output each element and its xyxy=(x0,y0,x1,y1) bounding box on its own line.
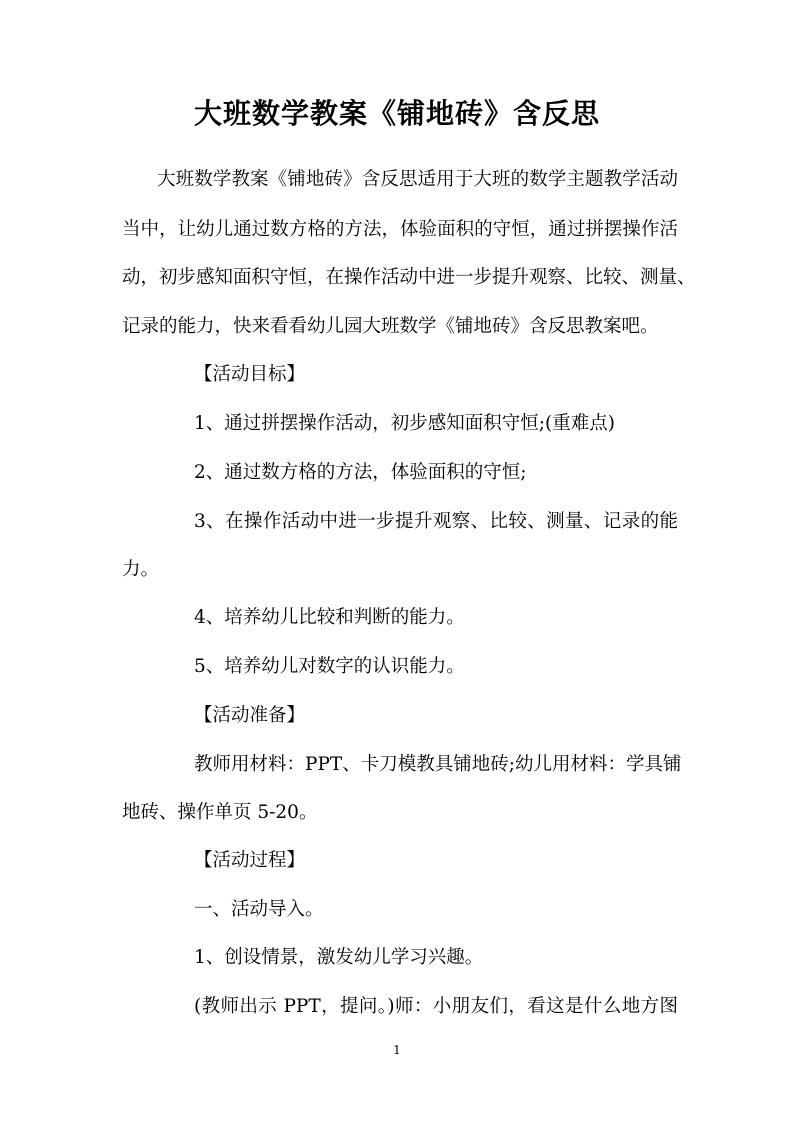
intro-line-4: 记录的能力，快来看看幼儿园大班数学《铺地砖》含反思教案吧。 xyxy=(122,316,659,337)
process-heading: 【活动过程】 xyxy=(194,850,306,871)
page-number: 1 xyxy=(393,1043,401,1057)
intro-line-2: 当中，让幼儿通过数方格的方法，体验面积的守恒，通过拼摆操作活 xyxy=(122,219,678,240)
process-step-1-text: (教师出示 PPT，提问。)师：小朋友们，看这是什么地方图 xyxy=(194,996,678,1017)
preparation-heading: 【活动准备】 xyxy=(194,705,306,726)
intro-line-1: 大班数学教案《铺地砖》含反思适用于大班的数学主题教学活动 xyxy=(157,169,678,190)
preparation-line-2: 地砖、操作单页 5-20。 xyxy=(122,802,318,823)
goal-item-3-line-1: 3、在操作活动中进一步提升观察、比较、测量、记录的能 xyxy=(194,511,678,532)
document-title: 大班数学教案《铺地砖》含反思 xyxy=(193,97,600,130)
process-section-1: 一、活动导入。 xyxy=(194,899,324,920)
intro-line-3: 动，初步感知面积守恒，在操作活动中进一步提升观察、比较、测量、 xyxy=(122,267,696,288)
goal-item-5: 5、培养幼儿对数字的认识能力。 xyxy=(194,656,465,677)
preparation-line-1: 教师用材料：PPT、卡刀模教具铺地砖;幼儿用材料：学具铺 xyxy=(194,754,682,775)
process-step-1: 1、创设情景，激发幼儿学习兴趣。 xyxy=(194,947,484,968)
goal-item-4: 4、培养幼儿比较和判断的能力。 xyxy=(194,607,465,628)
goal-item-2: 2、通过数方格的方法，体验面积的守恒; xyxy=(194,462,527,483)
goal-item-3-line-2: 力。 xyxy=(122,559,160,580)
goal-item-1: 1、通过拼摆操作活动，初步感知面积守恒;(重难点) xyxy=(194,413,615,434)
goals-heading: 【活动目标】 xyxy=(194,364,306,385)
